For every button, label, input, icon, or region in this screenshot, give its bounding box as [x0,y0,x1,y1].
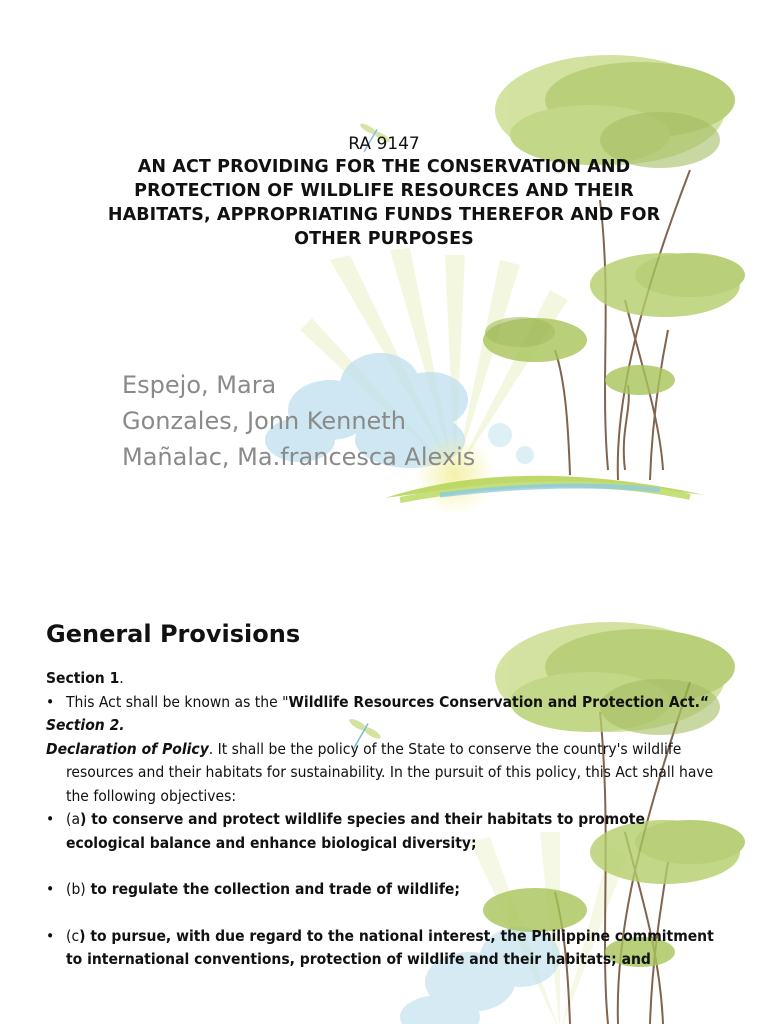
declaration-of-policy: Declaration of Policy. It shall be the policy of the State to conserve the country's wildlife resources and their habitats for sustainability. In the pursuit of this policy, this Act shall have the following objectives: [46,739,714,805]
act-title-line: PROTECTION OF WILDLIFE RESOURCES AND THEIR [134,181,634,201]
bullet-icon: • [46,810,55,828]
act-title [60,133,708,251]
author-name: Gonzales, Jonn Kenneth [122,407,406,435]
act-title-line: AN ACT PROVIDING FOR THE CONSERVATION AND [137,157,631,177]
section-1-bullet: • This Act shall be known as the "Wildlife Resources Conservation and Protection Act.“ [46,691,726,715]
provisions-body [46,667,726,972]
objective-c: • (c) to pursue, with due regard to the national interest, the Philippine commitment to international conventions, protection of wildlife and their habitats; and [46,926,714,968]
bullet-icon: • [46,880,55,898]
objective-a: • (a) to conserve and protect wildlife species and their habitats to promote ecological balance and enhance biological diversity; [46,810,645,852]
general-provisions-slide [0,512,768,1024]
author-name: Espejo, Mara [122,371,277,399]
author-name: Mañalac, Ma.francesca Alexis [122,443,476,471]
act-title-line: OTHER PURPOSES [294,229,474,249]
slide-heading: General Provisions [46,620,301,648]
author-list [122,367,475,475]
bullet-icon: • [46,926,55,945]
bullet-icon: • [46,692,55,711]
objective-b: • (b) to regulate the collection and trade of wildlife; [46,878,726,902]
act-title-line: HABITATS, APPROPRIATING FUNDS THEREFOR AND FOR [107,205,661,225]
section-1-label: Section 1. [46,669,124,687]
act-number: RA 9147 [348,134,420,154]
section-2-label: Section 2. [46,716,125,734]
